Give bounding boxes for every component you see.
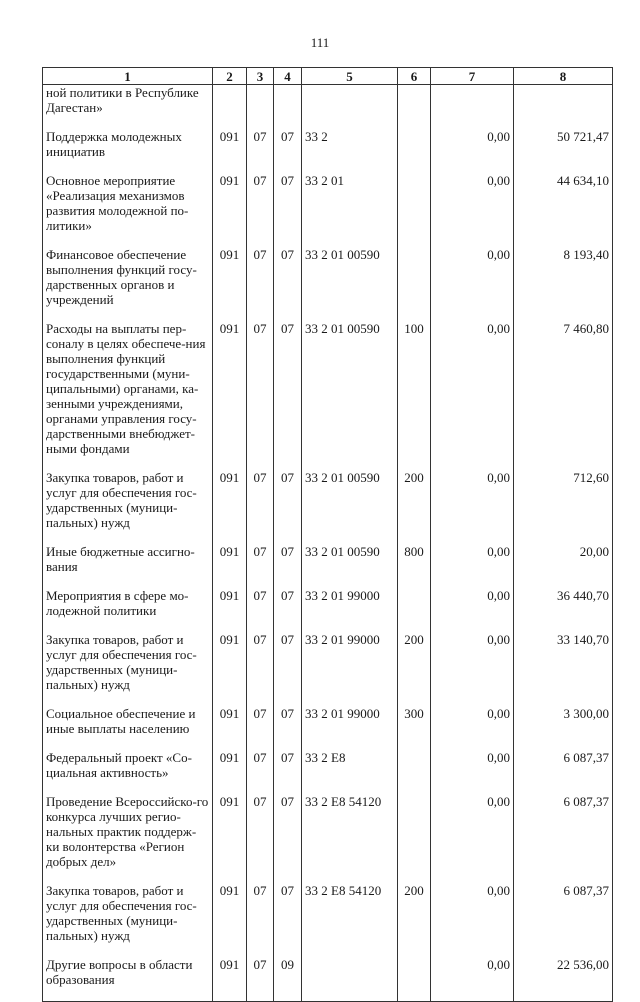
row-subsection: 07	[274, 544, 302, 588]
row-target-article	[302, 957, 398, 1002]
row-target-article: 33 2 E8 54120	[302, 883, 398, 957]
row-name: Мероприятия в сфере мо-лодежной политики	[43, 588, 213, 632]
row-expense-type	[398, 247, 431, 321]
row-subsection: 07	[274, 129, 302, 173]
row-section: 07	[247, 470, 274, 544]
row-subsection: 07	[274, 321, 302, 470]
row-expense-type	[398, 750, 431, 794]
row-subsection: 07	[274, 883, 302, 957]
row-amount-col7: 0,00	[431, 470, 514, 544]
row-amount-col8: 44 634,10	[514, 173, 613, 247]
row-section	[247, 85, 274, 130]
row-amount-col7: 0,00	[431, 544, 514, 588]
row-subsection: 07	[274, 750, 302, 794]
row-name: Проведение Всероссийско-го конкурса лучших регио-нальных практик поддерж-ки волонтерства «Регион добрых дел»	[43, 794, 213, 883]
row-amount-col7: 0,00	[431, 883, 514, 957]
row-name: Поддержка молодежных инициатив	[43, 129, 213, 173]
row-name: Иные бюджетные ассигно-вания	[43, 544, 213, 588]
row-name: Закупка товаров, работ и услуг для обеспечения гос-ударственных (муници-пальных) нужд	[43, 470, 213, 544]
row-section: 07	[247, 544, 274, 588]
row-target-article: 33 2 01 99000	[302, 632, 398, 706]
row-ministry-code: 091	[213, 883, 247, 957]
row-section: 07	[247, 173, 274, 247]
row-section: 07	[247, 321, 274, 470]
row-ministry-code: 091	[213, 321, 247, 470]
row-ministry-code: 091	[213, 588, 247, 632]
table-row	[43, 794, 613, 883]
row-subsection	[274, 85, 302, 130]
row-target-article: 33 2 01 99000	[302, 588, 398, 632]
header-col-7: 7	[431, 68, 514, 85]
row-ministry-code: 091	[213, 632, 247, 706]
table-row	[43, 173, 613, 247]
row-ministry-code: 091	[213, 706, 247, 750]
row-subsection: 09	[274, 957, 302, 1002]
row-expense-type	[398, 957, 431, 1002]
row-amount-col8: 33 140,70	[514, 632, 613, 706]
row-amount-col8: 36 440,70	[514, 588, 613, 632]
row-ministry-code: 091	[213, 470, 247, 544]
row-target-article: 33 2	[302, 129, 398, 173]
row-amount-col8: 7 460,80	[514, 321, 613, 470]
row-amount-col7: 0,00	[431, 706, 514, 750]
row-amount-col7	[431, 85, 514, 130]
row-section: 07	[247, 129, 274, 173]
row-expense-type	[398, 85, 431, 130]
row-name: Основное мероприятие «Реализация механизмов развития молодежной по-литики»	[43, 173, 213, 247]
row-amount-col8	[514, 85, 613, 130]
row-section: 07	[247, 706, 274, 750]
header-col-6: 6	[398, 68, 431, 85]
row-target-article: 33 2 01 99000	[302, 706, 398, 750]
row-expense-type: 100	[398, 321, 431, 470]
header-col-1: 1	[43, 68, 213, 85]
row-subsection: 07	[274, 632, 302, 706]
row-name: Социальное обеспечение и иные выплаты населению	[43, 706, 213, 750]
row-name: Другие вопросы в области образования	[43, 957, 213, 1002]
table-row	[43, 544, 613, 588]
row-expense-type: 200	[398, 632, 431, 706]
row-amount-col7: 0,00	[431, 957, 514, 1002]
row-subsection: 07	[274, 794, 302, 883]
row-amount-col7: 0,00	[431, 794, 514, 883]
table-row	[43, 957, 613, 1002]
row-amount-col8: 22 536,00	[514, 957, 613, 1002]
table-row	[43, 632, 613, 706]
header-col-8: 8	[514, 68, 613, 85]
table-row	[43, 706, 613, 750]
row-name: Федеральный проект «Со-циальная активность»	[43, 750, 213, 794]
row-target-article: 33 2 01 00590	[302, 470, 398, 544]
table-row	[43, 588, 613, 632]
row-ministry-code: 091	[213, 129, 247, 173]
row-expense-type: 300	[398, 706, 431, 750]
row-amount-col8: 712,60	[514, 470, 613, 544]
header-col-5: 5	[302, 68, 398, 85]
row-name: Расходы на выплаты пер-соналу в целях обеспече-ния выполнения функций государственными (муни-ципальными) органами, ка-зенными учреждениями, органами управления госу-дарственными внебюджет-ными фондами	[43, 321, 213, 470]
row-expense-type: 200	[398, 470, 431, 544]
row-target-article: 33 2 E8	[302, 750, 398, 794]
row-name: Закупка товаров, работ и услуг для обеспечения гос-ударственных (муници-пальных) нужд	[43, 883, 213, 957]
row-section: 07	[247, 794, 274, 883]
row-expense-type: 200	[398, 883, 431, 957]
row-section: 07	[247, 883, 274, 957]
header-row	[43, 68, 613, 85]
table-row	[43, 129, 613, 173]
row-ministry-code: 091	[213, 794, 247, 883]
row-expense-type	[398, 794, 431, 883]
row-ministry-code: 091	[213, 247, 247, 321]
row-ministry-code: 091	[213, 957, 247, 1002]
table-row	[43, 883, 613, 957]
row-amount-col7: 0,00	[431, 321, 514, 470]
row-expense-type	[398, 129, 431, 173]
header-col-3: 3	[247, 68, 274, 85]
row-amount-col8: 20,00	[514, 544, 613, 588]
table-row	[43, 247, 613, 321]
row-amount-col7: 0,00	[431, 750, 514, 794]
row-section: 07	[247, 247, 274, 321]
row-amount-col7: 0,00	[431, 632, 514, 706]
row-amount-col8: 50 721,47	[514, 129, 613, 173]
table-row	[43, 470, 613, 544]
row-subsection: 07	[274, 173, 302, 247]
row-subsection: 07	[274, 470, 302, 544]
row-name: Закупка товаров, работ и услуг для обеспечения гос-ударственных (муници-пальных) нужд	[43, 632, 213, 706]
row-subsection: 07	[274, 706, 302, 750]
table-row	[43, 750, 613, 794]
row-ministry-code: 091	[213, 173, 247, 247]
row-target-article: 33 2 01 00590	[302, 247, 398, 321]
row-section: 07	[247, 632, 274, 706]
row-name: Финансовое обеспечение выполнения функций госу-дарственных органов и учреждений	[43, 247, 213, 321]
row-name: ной политики в Республике Дагестан»	[43, 85, 213, 130]
row-amount-col8: 6 087,37	[514, 794, 613, 883]
row-amount-col8: 6 087,37	[514, 883, 613, 957]
row-expense-type	[398, 173, 431, 247]
row-amount-col7: 0,00	[431, 588, 514, 632]
row-amount-col7: 0,00	[431, 129, 514, 173]
header-col-2: 2	[213, 68, 247, 85]
row-subsection: 07	[274, 588, 302, 632]
row-amount-col7: 0,00	[431, 247, 514, 321]
row-amount-col8: 8 193,40	[514, 247, 613, 321]
row-section: 07	[247, 588, 274, 632]
row-expense-type	[398, 588, 431, 632]
row-amount-col8: 3 300,00	[514, 706, 613, 750]
row-target-article	[302, 85, 398, 130]
page-number: 111	[310, 35, 330, 50]
table-row	[43, 85, 613, 130]
row-ministry-code	[213, 85, 247, 130]
row-amount-col8: 6 087,37	[514, 750, 613, 794]
row-amount-col7: 0,00	[431, 173, 514, 247]
row-expense-type: 800	[398, 544, 431, 588]
row-section: 07	[247, 957, 274, 1002]
row-ministry-code: 091	[213, 750, 247, 794]
row-subsection: 07	[274, 247, 302, 321]
row-target-article: 33 2 01	[302, 173, 398, 247]
budget-table	[42, 67, 613, 1002]
row-section: 07	[247, 750, 274, 794]
header-col-4: 4	[274, 68, 302, 85]
row-target-article: 33 2 E8 54120	[302, 794, 398, 883]
row-target-article: 33 2 01 00590	[302, 321, 398, 470]
table-row	[43, 321, 613, 470]
row-ministry-code: 091	[213, 544, 247, 588]
row-target-article: 33 2 01 00590	[302, 544, 398, 588]
